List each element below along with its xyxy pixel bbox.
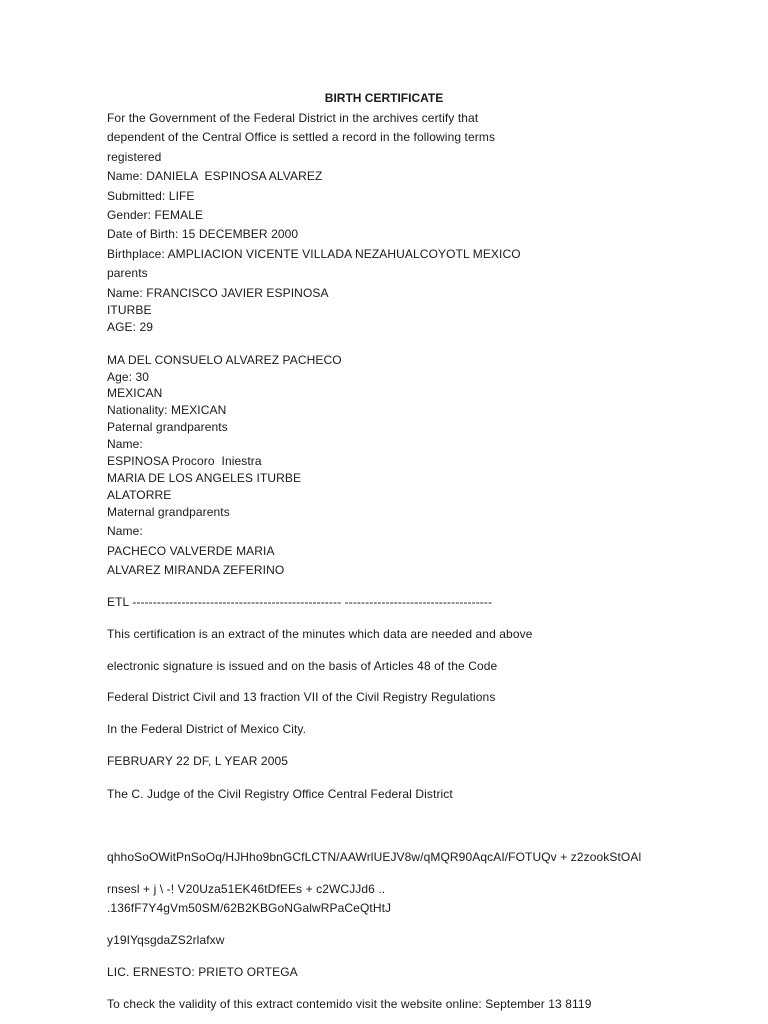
child-name: Name: DANIELA ESPINOSA ALVAREZ — [107, 169, 323, 183]
validity-line: To check the validity of this extract contemido visit the website online: September 13 8119 — [107, 997, 592, 1011]
maternal-grandparents-heading: Maternal grandparents — [107, 505, 230, 519]
mother-name: MA DEL CONSUELO ALVAREZ PACHECO — [107, 353, 342, 367]
intro-line-3: registered — [107, 150, 162, 164]
parents-heading: parents — [107, 266, 148, 280]
maternal-grandfather: ALVAREZ MIRANDA ZEFERINO — [107, 563, 285, 577]
nationality: Nationality: MEXICAN — [107, 403, 227, 417]
submitted: Submitted: LIFE — [107, 189, 195, 203]
document-title: BIRTH CERTIFICATE — [324, 91, 444, 105]
gender: Gender: FEMALE — [107, 208, 204, 222]
father-name: Name: FRANCISCO JAVIER ESPINOSA — [107, 286, 329, 300]
signature-code-4: y19IYqsgdaZS2rlafxw — [107, 933, 225, 947]
certification-line-3: Federal District Civil and 13 fraction VII of the Civil Registry Regulations — [107, 690, 496, 704]
father-name-cont: ITURBE — [107, 303, 152, 317]
birthplace: Birthplace: AMPLIACION VICENTE VILLADA NEZAHUALCOYOTL MEXICO — [107, 247, 521, 261]
certification-line-1: This certification is an extract of the minutes which data are needed and above — [107, 627, 533, 641]
date-of-birth: Date of Birth: 15 DECEMBER 2000 — [107, 227, 299, 241]
judge-line: The C. Judge of the Civil Registry Office Central Federal District — [107, 787, 453, 801]
date-line: FEBRUARY 22 DF, L YEAR 2005 — [107, 754, 289, 768]
official-name: LIC. ERNESTO: PRIETO ORTEGA — [107, 965, 298, 979]
paternal-grandfather: ESPINOSA Procoro Iniestra — [107, 454, 262, 468]
paternal-grandmother: MARIA DE LOS ANGELES ITURBE — [107, 471, 302, 485]
paternal-grandmother-cont: ALATORRE — [107, 488, 172, 502]
signature-code-3: .136fF7Y4gVm50SM/62B2KBGoNGalwRPaCeQtHtJ — [107, 901, 392, 915]
paternal-name-label: Name: — [107, 437, 143, 451]
father-age: AGE: 29 — [107, 320, 154, 334]
intro-line-2: dependent of the Central Office is settled a record in the following terms — [107, 130, 496, 144]
etl-line: ETL --------------------------------------------------- ------------------------------------ — [107, 595, 493, 609]
city-line: In the Federal District of Mexico City. — [107, 722, 307, 736]
maternal-grandmother: PACHECO VALVERDE MARIA — [107, 544, 275, 558]
signature-code-2: rnsesl + j \ -! V20Uza51EK46tDfEEs + c2WCJJd6 .. — [107, 882, 386, 896]
intro-line-1: For the Government of the Federal District in the archives certify that — [107, 111, 479, 125]
signature-code-1: qhhoSoOWitPnSoOq/HJHho9bnGCfLCTN/AAWrlUEJV8w/qMQR90AqcAI/FOTUQv + z2zookStOAl — [107, 850, 642, 864]
certification-line-2: electronic signature is issued and on the basis of Articles 48 of the Code — [107, 659, 498, 673]
mother-age: Age: 30 — [107, 370, 150, 384]
mother-mexican: MEXICAN — [107, 386, 163, 400]
maternal-name-label: Name: — [107, 524, 143, 538]
paternal-grandparents-heading: Paternal grandparents — [107, 420, 228, 434]
